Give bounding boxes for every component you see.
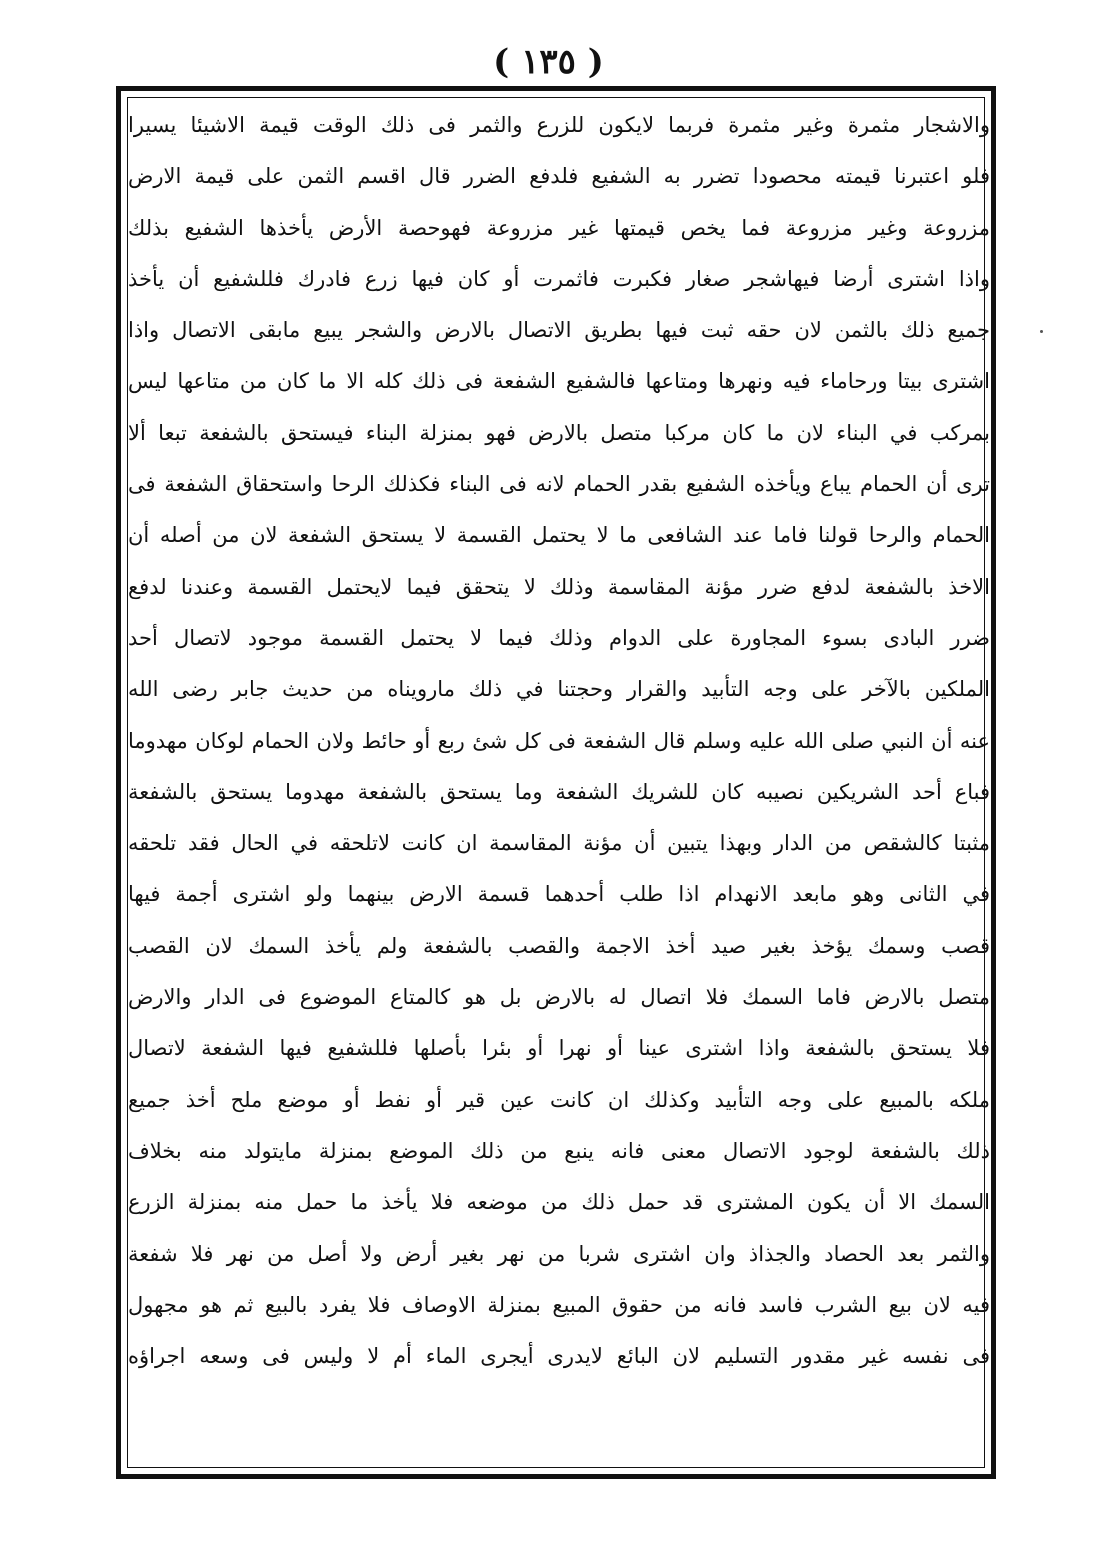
text-line: الملكين بالآخر على وجه التأبيد والقرار وحجتنا في ذلك مارويناه من حديث جابر رضى الله — [128, 677, 990, 702]
text-line: فى نفسه غير مقدور التسليم لان البائع لايدرى أيجرى الماء أم لا وليس فى وسعه اجراؤه — [128, 1344, 990, 1369]
text-line: في الثانى وهو مابعد الانهدام اذا طلب أحدهما قسمة الارض بينهما ولو اشترى أجمة فيها — [128, 882, 990, 907]
text-line: فباع أحد الشريكين نصيبه كان للشريك الشفعة وما يستحق بالشفعة مهدوما يستحق بالشفعة — [128, 779, 990, 804]
page-number: ( ١٣٥ ) — [493, 42, 604, 82]
text-line: الاخذ بالشفعة لدفع ضرر مؤنة المقاسمة وذلك لا يتحقق فيما لايحتمل القسمة وعندنا لدفع — [128, 574, 990, 599]
text-line: فلا يستحق بالشفعة واذا اشترى عينا أو نهرا أو بئرا بأصلها فللشفيع فيها الشفعة لاتصال — [128, 1036, 990, 1061]
text-line: فلو اعتبرنا قيمته محصودا تضرر به الشفيع فلدفع الضرر قال اقسم الثمن على قيمة الارض — [128, 164, 990, 189]
text-line: اشترى بيتا ورحاماء فيه ونهرها ومتاعها فالشفيع الشفعة فى ذلك كله الا ما كان من متاعها ليس — [128, 369, 990, 394]
text-line: ذلك بالشفعة لوجود الاتصال معنى فانه ينبع من ذلك الموضع بمنزلة مايتولد منه بخلاف — [128, 1138, 990, 1163]
text-line: السمك الا أن يكون المشترى قد حمل ذلك من موضعه فلا يأخذ ما حمل منه بمنزلة الزرع — [128, 1190, 990, 1215]
text-line: مثبتا كالشقص من الدار وبهذا يتبين أن مؤنة المقاسمة ان كانت لاتلحقه في الحال فقد تلحقه — [128, 831, 990, 856]
text-line: متصل بالارض فاما السمك فلا اتصال له بالارض بل هو كالمتاع الموضوع فى الدار والارض — [128, 985, 990, 1010]
text-line: والثمر بعد الحصاد والجذاذ وان اشترى شربا من نهر بغير أرض ولا أصل من نهر فلا شفعة — [128, 1241, 990, 1266]
text-line: ترى أن الحمام يباع ويأخذه الشفيع بقدر الحمام لانه فى البناء فكذلك الرحا واستحقاق الشفعة فى — [128, 472, 990, 497]
text-line: قصب وسمك يؤخذ بغير صيد أخذ الاجمة والقصب بالشفعة ولم يأخذ السمك لان القصب — [128, 933, 990, 958]
text-line: والاشجار مثمرة وغير مثمرة فربما لايكون للزرع والثمر فى ذلك الوقت قيمة الاشيئا يسيرا — [128, 113, 990, 137]
text-line: فيه لان بيع الشرب فاسد فانه من حقوق المبيع بمنزلة الاوصاف فلا يفرد بالبيع ثم هو مجهول — [128, 1292, 990, 1317]
text-line: جميع ذلك بالثمن لان حقه ثبت فيها بطريق الاتصال بالارض والشجر يبيع مابقى الاتصال واذا — [128, 318, 990, 343]
text-line: بمركب في البناء لان ما كان مركبا متصل بالارض فهو بمنزلة البناء فيستحق بالشفعة تبعا ألا — [128, 420, 990, 445]
text-line: واذا اشترى أرضا فيهاشجر صغار فكبرت فاثمرت أو كان فيها زرع فادرك فللشفيع أن يأخذ — [128, 266, 990, 291]
page-body — [124, 100, 994, 1480]
text-line: مزروعة وغير مزروعة فما يخص قيمتها غير مزروعة فهوحصة الأرض يأخذها الشفيع بذلك — [128, 215, 990, 240]
text-line: ضرر البادى بسوء المجاورة على الدوام وذلك فيما لا يحتمل القسمة موجود لاتصال أحد — [128, 625, 990, 650]
scan-speck — [1040, 330, 1043, 333]
text-line: الحمام والرحا قولنا فاما عند الشافعى ما لا يحتمل القسمة لا يستحق الشفعة لان من أصله أن — [128, 523, 990, 548]
text-line: ملكه بالمبيع على وجه التأبيد وكذلك ان كانت عين قير أو نفط أو موضع ملح أخذ جميع — [128, 1087, 990, 1112]
text-line: عنه أن النبي صلى الله عليه وسلم قال الشفعة فى كل شئ ربع أو حائط ولان الحمام لوكان مهدوما — [128, 728, 990, 753]
